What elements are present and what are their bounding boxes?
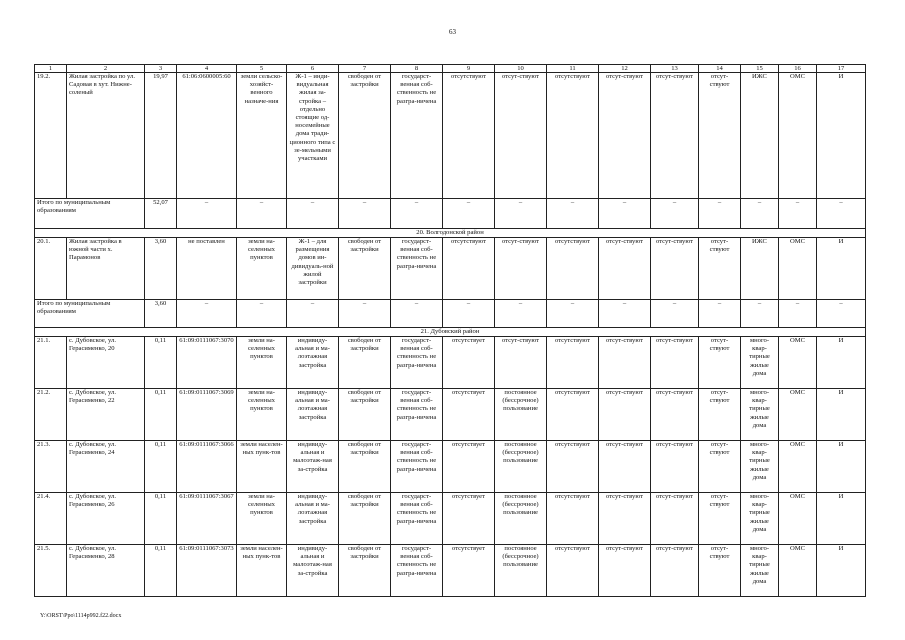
table-cell: И bbox=[817, 545, 866, 597]
table-cell: свободен от застройки bbox=[339, 493, 391, 545]
table-cell: И bbox=[817, 441, 866, 493]
table-cell: государст-венная соб-ственность не разгра-ничена bbox=[391, 337, 443, 389]
table-cell: Жилая застройка по ул. Садовая в хут. Нижне-соленый bbox=[67, 73, 145, 199]
total-cell: – bbox=[339, 199, 391, 229]
table-cell: отсутствуют bbox=[547, 238, 599, 300]
total-cell: – bbox=[779, 300, 817, 328]
table-cell: свободен от застройки bbox=[339, 441, 391, 493]
column-number: 14 bbox=[699, 65, 741, 73]
table-cell: 61:06:0600005:60 bbox=[177, 73, 237, 199]
table-cell: ОМС bbox=[779, 545, 817, 597]
table-cell: свободен от застройки bbox=[339, 389, 391, 441]
table-cell: отсутствует bbox=[443, 545, 495, 597]
total-cell: – bbox=[177, 199, 237, 229]
table-cell: 21.2. bbox=[35, 389, 67, 441]
table-cell: 19,97 bbox=[145, 73, 177, 199]
total-cell: – bbox=[391, 300, 443, 328]
table-cell: ИЖС bbox=[741, 73, 779, 199]
table-cell: 0,11 bbox=[145, 441, 177, 493]
table-row bbox=[35, 73, 866, 199]
table-cell: 21.5. bbox=[35, 545, 67, 597]
table-cell: 0,11 bbox=[145, 493, 177, 545]
table-cell: постоянное (бессрочное) пользование bbox=[495, 545, 547, 597]
total-cell: – bbox=[651, 199, 699, 229]
table-cell: свободен от застройки bbox=[339, 545, 391, 597]
table-cell: отсут-ствуют bbox=[495, 337, 547, 389]
total-cell: – bbox=[599, 199, 651, 229]
total-cell: – bbox=[339, 300, 391, 328]
table-cell: отсут-ствуют bbox=[699, 389, 741, 441]
table-cell: много-квар-тирные жилые дома bbox=[741, 337, 779, 389]
total-cell: – bbox=[237, 199, 287, 229]
table-cell: отсут-ствуют bbox=[651, 73, 699, 199]
table-cell: отсут-ствуют bbox=[699, 73, 741, 199]
table-cell: земли на-селенных пунктов bbox=[237, 238, 287, 300]
table-cell: государст-венная соб-ственность не разгра-ничена bbox=[391, 238, 443, 300]
section-row bbox=[35, 229, 866, 238]
table-cell: отсут-ствуют bbox=[699, 493, 741, 545]
land-plots-table bbox=[34, 64, 866, 597]
table-cell: свободен от застройки bbox=[339, 337, 391, 389]
column-number: 7 bbox=[339, 65, 391, 73]
table-cell: ИЖС bbox=[741, 238, 779, 300]
table-cell: земли населен-ных пунк-тов bbox=[237, 545, 287, 597]
total-cell: – bbox=[547, 199, 599, 229]
table-cell: свободен от застройки bbox=[339, 73, 391, 199]
table-cell: 0,11 bbox=[145, 389, 177, 441]
table-cell: отсутствуют bbox=[547, 337, 599, 389]
total-cell: – bbox=[443, 199, 495, 229]
table-cell: свободен от застройки bbox=[339, 238, 391, 300]
table-cell: 3,60 bbox=[145, 238, 177, 300]
total-cell: – bbox=[599, 300, 651, 328]
table-cell: с. Дубовское, ул. Герасименко, 26 bbox=[67, 493, 145, 545]
table-cell: земли населен-ных пунк-тов bbox=[237, 441, 287, 493]
table-cell: много-квар-тирные жилые дома bbox=[741, 545, 779, 597]
table-cell: отсут-ствуют bbox=[651, 337, 699, 389]
table-cell: земли на-селенных пунктов bbox=[237, 389, 287, 441]
table-cell: ОМС bbox=[779, 389, 817, 441]
table-cell: ОМС bbox=[779, 493, 817, 545]
table-cell: 61:09:0111067:3073 bbox=[177, 545, 237, 597]
table-cell: И bbox=[817, 238, 866, 300]
table-cell: отсут-ствуют bbox=[599, 337, 651, 389]
table-cell: государст-венная соб-ственность не разгра-ничена bbox=[391, 441, 443, 493]
table-cell: 61:09:0111067:3070 bbox=[177, 337, 237, 389]
table-cell: И bbox=[817, 73, 866, 199]
total-cell: – bbox=[495, 199, 547, 229]
table-cell: И bbox=[817, 493, 866, 545]
table-cell: земли на-селенных пунктов bbox=[237, 493, 287, 545]
total-cell: – bbox=[651, 300, 699, 328]
table-cell: отсут-ствуют bbox=[699, 337, 741, 389]
table-row bbox=[35, 545, 866, 597]
table-cell: 61:09:0111067:3069 bbox=[177, 389, 237, 441]
table-cell: отсут-ствуют bbox=[699, 545, 741, 597]
table-cell: индивиду-альная и ма-лоэтажная застройка bbox=[287, 337, 339, 389]
table-cell: отсутствуют bbox=[547, 545, 599, 597]
table-row bbox=[35, 493, 866, 545]
table-cell: 61:09:0111067:3066 bbox=[177, 441, 237, 493]
table-cell: отсутствует bbox=[443, 493, 495, 545]
column-number: 11 bbox=[547, 65, 599, 73]
table-cell: И bbox=[817, 337, 866, 389]
table-cell: с. Дубовское, ул. Герасименко, 28 bbox=[67, 545, 145, 597]
file-path-footer: Y:\ORST\Ppo\1114p992.f22.docx bbox=[40, 613, 122, 619]
table-cell: отсутствуют bbox=[547, 389, 599, 441]
total-cell: – bbox=[547, 300, 599, 328]
table-cell: 0,11 bbox=[145, 337, 177, 389]
total-cell: – bbox=[741, 199, 779, 229]
table-cell: государст-венная соб-ственность не разгра-ничена bbox=[391, 493, 443, 545]
table-cell: отсут-ствуют bbox=[699, 441, 741, 493]
total-cell: – bbox=[699, 300, 741, 328]
table-cell: 61:09:0111067:3067 bbox=[177, 493, 237, 545]
table-cell: отсут-ствуют bbox=[495, 73, 547, 199]
table-cell: отсутствуют bbox=[547, 73, 599, 199]
table-cell: отсутствует bbox=[443, 337, 495, 389]
column-number: 12 bbox=[599, 65, 651, 73]
table-cell: 21.1. bbox=[35, 337, 67, 389]
table-cell: отсутствует bbox=[443, 441, 495, 493]
column-number: 2 bbox=[67, 65, 145, 73]
table-cell: И bbox=[817, 389, 866, 441]
table-cell: отсутствуют bbox=[443, 238, 495, 300]
table-cell: государст-венная соб-ственность не разгра-ничена bbox=[391, 73, 443, 199]
table-cell: отсутствуют bbox=[547, 493, 599, 545]
total-cell: – bbox=[779, 199, 817, 229]
total-cell: – bbox=[237, 300, 287, 328]
table-cell: отсут-ствуют bbox=[599, 389, 651, 441]
column-number: 13 bbox=[651, 65, 699, 73]
table-cell: отсут-ствуют bbox=[651, 238, 699, 300]
table-cell: отсутствуют bbox=[443, 73, 495, 199]
column-number-row bbox=[35, 65, 866, 73]
table-cell: отсут-ствуют bbox=[651, 493, 699, 545]
column-number: 10 bbox=[495, 65, 547, 73]
table-cell: индивиду-альная и ма-лоэтажная застройка bbox=[287, 493, 339, 545]
total-cell: – bbox=[495, 300, 547, 328]
table-cell: Ж-1 – инди-видуальная жилая за-стройка – отдельно стоящие од-носемейные дома тради-ционного типа с зе-мельными участками bbox=[287, 73, 339, 199]
total-cell: – bbox=[817, 300, 866, 328]
table-cell: индивиду-альная и ма-лоэтажная застройка bbox=[287, 389, 339, 441]
table-cell: много-квар-тирные жилые дома bbox=[741, 389, 779, 441]
total-cell: 3,60 bbox=[145, 300, 177, 328]
table-cell: индивиду-альная и малоэтаж-ная за-стройка bbox=[287, 545, 339, 597]
table-cell: с. Дубовское, ул. Герасименко, 20 bbox=[67, 337, 145, 389]
table-cell: отсут-ствуют bbox=[651, 441, 699, 493]
table-row bbox=[35, 441, 866, 493]
table-cell: отсут-ствуют bbox=[599, 238, 651, 300]
table-cell: ОМС bbox=[779, 73, 817, 199]
total-cell: – bbox=[287, 199, 339, 229]
table-cell: с. Дубовское, ул. Герасименко, 22 bbox=[67, 389, 145, 441]
total-cell: – bbox=[443, 300, 495, 328]
total-cell: – bbox=[741, 300, 779, 328]
table-cell: ОМС bbox=[779, 337, 817, 389]
total-label: Итого по муниципальным образованиям bbox=[35, 199, 145, 229]
table-cell: отсут-ствуют bbox=[699, 238, 741, 300]
total-cell: – bbox=[391, 199, 443, 229]
table-cell: ОМС bbox=[779, 238, 817, 300]
table-cell: 0,11 bbox=[145, 545, 177, 597]
column-number: 5 bbox=[237, 65, 287, 73]
table-cell: индивиду-альная и малоэтаж-ная за-стройка bbox=[287, 441, 339, 493]
total-cell: – bbox=[699, 199, 741, 229]
table-cell: отсут-ствуют bbox=[651, 389, 699, 441]
column-number: 8 bbox=[391, 65, 443, 73]
total-row bbox=[35, 199, 866, 229]
total-cell: – bbox=[817, 199, 866, 229]
column-number: 17 bbox=[817, 65, 866, 73]
table-cell: 20.1. bbox=[35, 238, 67, 300]
table-cell: отсут-ствуют bbox=[599, 493, 651, 545]
column-number: 15 bbox=[741, 65, 779, 73]
table-cell: 21.3. bbox=[35, 441, 67, 493]
table-cell: государст-венная соб-ственность не разгра-ничена bbox=[391, 545, 443, 597]
table-row bbox=[35, 389, 866, 441]
table-cell: земли сельско-хозяйст-венного назначе-ния bbox=[237, 73, 287, 199]
total-cell: – bbox=[177, 300, 237, 328]
column-number: 1 bbox=[35, 65, 67, 73]
table-cell: отсут-ствуют bbox=[599, 73, 651, 199]
table-cell: постоянное (бессрочное) пользование bbox=[495, 441, 547, 493]
table-cell: не поставлен bbox=[177, 238, 237, 300]
table-cell: земли на-селенных пунктов bbox=[237, 337, 287, 389]
table-row bbox=[35, 238, 866, 300]
table-cell: много-квар-тирные жилые дома bbox=[741, 493, 779, 545]
table-cell: много-квар-тирные жилые дома bbox=[741, 441, 779, 493]
column-number: 9 bbox=[443, 65, 495, 73]
table-cell: постоянное (бессрочное) пользование bbox=[495, 389, 547, 441]
table-cell: с. Дубовское, ул. Герасименко, 24 bbox=[67, 441, 145, 493]
table-cell: Жилая застройка в южной части х. Парамонов bbox=[67, 238, 145, 300]
table-cell: государст-венная соб-ственность не разгра-ничена bbox=[391, 389, 443, 441]
column-number: 4 bbox=[177, 65, 237, 73]
column-number: 6 bbox=[287, 65, 339, 73]
column-number: 16 bbox=[779, 65, 817, 73]
table-cell: постоянное (бессрочное) пользование bbox=[495, 493, 547, 545]
table-cell: отсутствуют bbox=[547, 441, 599, 493]
column-number: 3 bbox=[145, 65, 177, 73]
section-title: 21. Дубовский район bbox=[35, 328, 866, 337]
total-label: Итого по муниципальным образованиям bbox=[35, 300, 145, 328]
section-row bbox=[35, 328, 866, 337]
section-title: 20. Волгодонской район bbox=[35, 229, 866, 238]
table-cell: ОМС bbox=[779, 441, 817, 493]
table-cell: Ж-1 – для размещения домов ин-дивидуаль-ной жилой застройки bbox=[287, 238, 339, 300]
table-cell: отсутствует bbox=[443, 389, 495, 441]
table-cell: отсут-ствуют bbox=[651, 545, 699, 597]
total-row bbox=[35, 300, 866, 328]
table-cell: отсут-ствуют bbox=[599, 441, 651, 493]
page-number: 63 bbox=[449, 28, 456, 36]
total-cell: 52,07 bbox=[145, 199, 177, 229]
table-cell: 21.4. bbox=[35, 493, 67, 545]
table-cell: отсут-ствуют bbox=[599, 545, 651, 597]
total-cell: – bbox=[287, 300, 339, 328]
table-cell: 19.2. bbox=[35, 73, 67, 199]
table-cell: отсут-ствуют bbox=[495, 238, 547, 300]
table-row bbox=[35, 337, 866, 389]
